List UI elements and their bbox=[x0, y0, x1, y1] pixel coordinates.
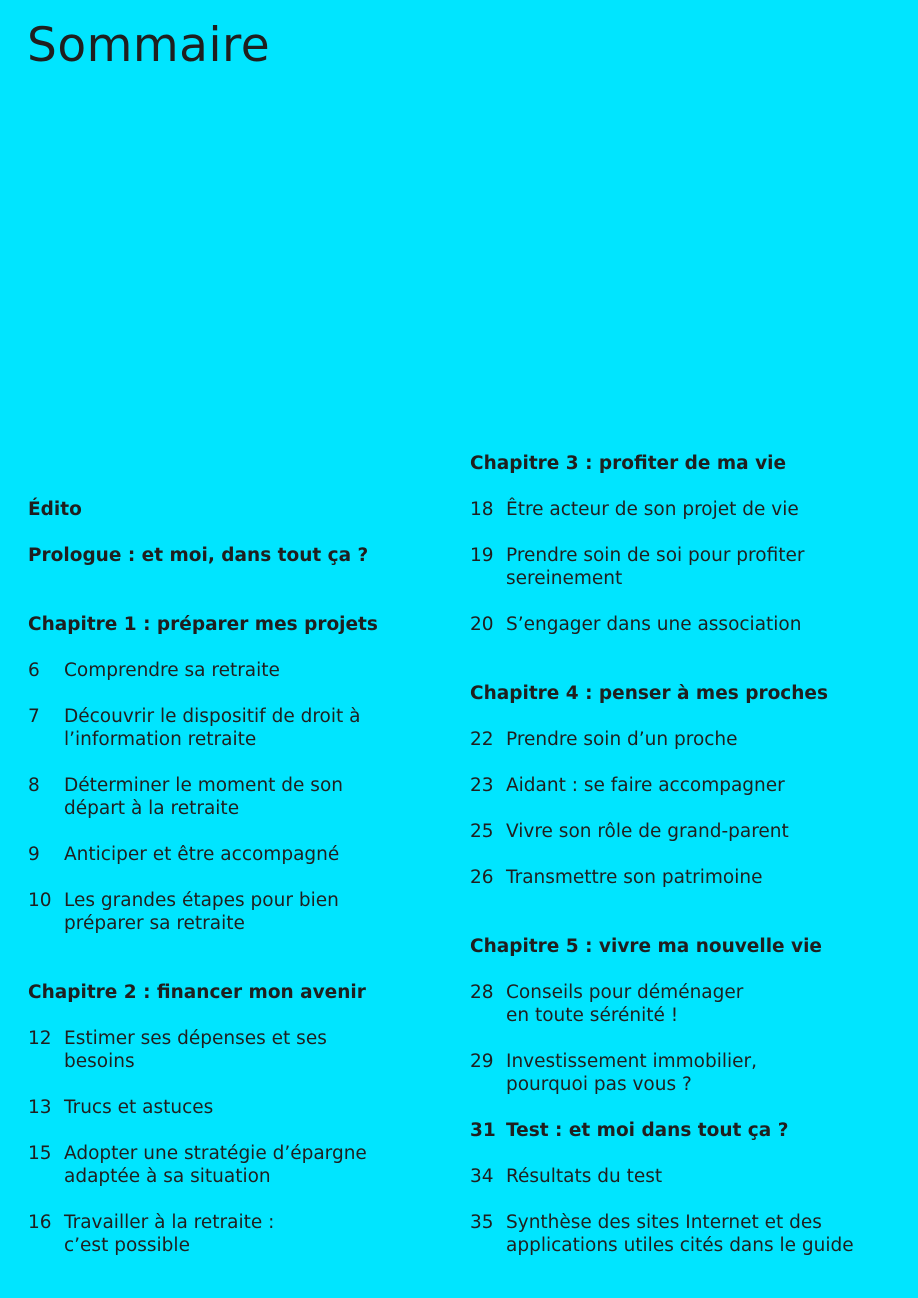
toc-entry-title: Trucs et astuces bbox=[64, 1097, 214, 1118]
toc-page-number: 28 bbox=[470, 982, 494, 1003]
toc-entry[interactable] bbox=[28, 1142, 428, 1188]
toc-page-number: 25 bbox=[470, 821, 494, 842]
toc-entry-title: Déterminer le moment de son départ à la retraite bbox=[64, 775, 343, 819]
toc-page-number: 19 bbox=[470, 545, 494, 566]
toc-page-number: 22 bbox=[470, 729, 494, 750]
toc-page-number: 12 bbox=[28, 1028, 52, 1049]
toc-page-number: 35 bbox=[470, 1212, 494, 1233]
toc-page-number: 26 bbox=[470, 867, 494, 888]
toc-entry-title: Adopter une stratégie d’épargne adaptée à sa situation bbox=[64, 1143, 367, 1187]
toc-entry[interactable] bbox=[470, 774, 890, 797]
toc-page-number: 16 bbox=[28, 1212, 52, 1233]
toc-entry-title: Travailler à la retraite : c’est possible bbox=[64, 1212, 275, 1256]
chapter-2-heading[interactable]: Chapitre 2 : financer mon avenir bbox=[28, 982, 366, 1003]
toc-entry[interactable] bbox=[28, 659, 428, 682]
toc-entry-title: Test : et moi dans tout ça ? bbox=[506, 1120, 789, 1141]
toc-entry-title: Découvrir le dispositif de droit à l’information retraite bbox=[64, 706, 361, 750]
toc-page-number: 8 bbox=[28, 775, 40, 796]
toc-entry-title: Investissement immobilier, pourquoi pas vous ? bbox=[506, 1051, 757, 1095]
toc-page-number: 9 bbox=[28, 844, 40, 865]
toc-prologue[interactable]: Prologue : et moi, dans tout ça ? bbox=[28, 545, 369, 566]
toc-entry[interactable] bbox=[28, 889, 428, 935]
toc-entry[interactable] bbox=[28, 1096, 428, 1119]
toc-entry[interactable] bbox=[470, 1165, 890, 1188]
toc-entry-title: Transmettre son patrimoine bbox=[506, 867, 763, 888]
toc-entry-title: Estimer ses dépenses et ses besoins bbox=[64, 1028, 327, 1072]
toc-page-number: 6 bbox=[28, 660, 40, 681]
toc-entry-title: Conseils pour déménager en toute sérénité ! bbox=[506, 982, 744, 1026]
toc-page-number: 34 bbox=[470, 1166, 494, 1187]
chapter-1-heading[interactable]: Chapitre 1 : préparer mes projets bbox=[28, 614, 378, 635]
toc-entry[interactable] bbox=[28, 843, 428, 866]
toc-entry[interactable] bbox=[28, 1027, 428, 1073]
chapter-4-heading[interactable]: Chapitre 4 : penser à mes proches bbox=[470, 683, 828, 704]
chapter-5-heading[interactable]: Chapitre 5 : vivre ma nouvelle vie bbox=[470, 936, 822, 957]
toc-entry-title: Vivre son rôle de grand-parent bbox=[506, 821, 789, 842]
toc-entry-title: Résultats du test bbox=[506, 1166, 663, 1187]
toc-entry-title: Aidant : se faire accompagner bbox=[506, 775, 785, 796]
page-title: Sommaire bbox=[27, 18, 271, 73]
toc-page-number: 15 bbox=[28, 1143, 52, 1164]
toc-entry[interactable] bbox=[470, 728, 890, 751]
toc-entry[interactable] bbox=[470, 981, 890, 1027]
toc-entry[interactable] bbox=[470, 1050, 890, 1096]
toc-entry-title: Être acteur de son projet de vie bbox=[506, 499, 799, 520]
chapter-3-heading[interactable]: Chapitre 3 : profiter de ma vie bbox=[470, 453, 787, 474]
toc-page-number: 29 bbox=[470, 1051, 494, 1072]
toc-entry-title: Les grandes étapes pour bien préparer sa retraite bbox=[64, 890, 339, 934]
toc-entry[interactable] bbox=[28, 774, 428, 820]
toc-entry[interactable] bbox=[470, 820, 890, 843]
toc-page-number: 20 bbox=[470, 614, 494, 635]
toc-entry-title: Prendre soin de soi pour profiter sereinement bbox=[506, 545, 805, 589]
toc-entry-title: Comprendre sa retraite bbox=[64, 660, 280, 681]
toc-entry[interactable] bbox=[470, 1211, 890, 1257]
toc-entry[interactable] bbox=[470, 498, 890, 521]
toc-entry-title: S’engager dans une association bbox=[506, 614, 802, 635]
toc-page-number: 31 bbox=[470, 1120, 496, 1141]
toc-entry-test[interactable] bbox=[470, 1119, 890, 1142]
toc-edito[interactable]: Édito bbox=[28, 499, 82, 520]
toc-page-number: 23 bbox=[470, 775, 494, 796]
toc-entry[interactable] bbox=[470, 544, 890, 590]
toc-entry[interactable] bbox=[28, 1211, 428, 1257]
toc-entry-title: Anticiper et être accompagné bbox=[64, 844, 340, 865]
toc-page-number: 18 bbox=[470, 499, 494, 520]
toc-page-number: 13 bbox=[28, 1097, 52, 1118]
toc-entry[interactable] bbox=[470, 866, 890, 889]
toc-entry[interactable] bbox=[28, 705, 428, 751]
toc-page-number: 7 bbox=[28, 706, 40, 727]
toc-page-number: 10 bbox=[28, 890, 52, 911]
toc-entry-title: Synthèse des sites Internet et des applications utiles cités dans le guide bbox=[506, 1212, 854, 1256]
toc-entry[interactable] bbox=[470, 613, 890, 636]
toc-entry-title: Prendre soin d’un proche bbox=[506, 729, 738, 750]
